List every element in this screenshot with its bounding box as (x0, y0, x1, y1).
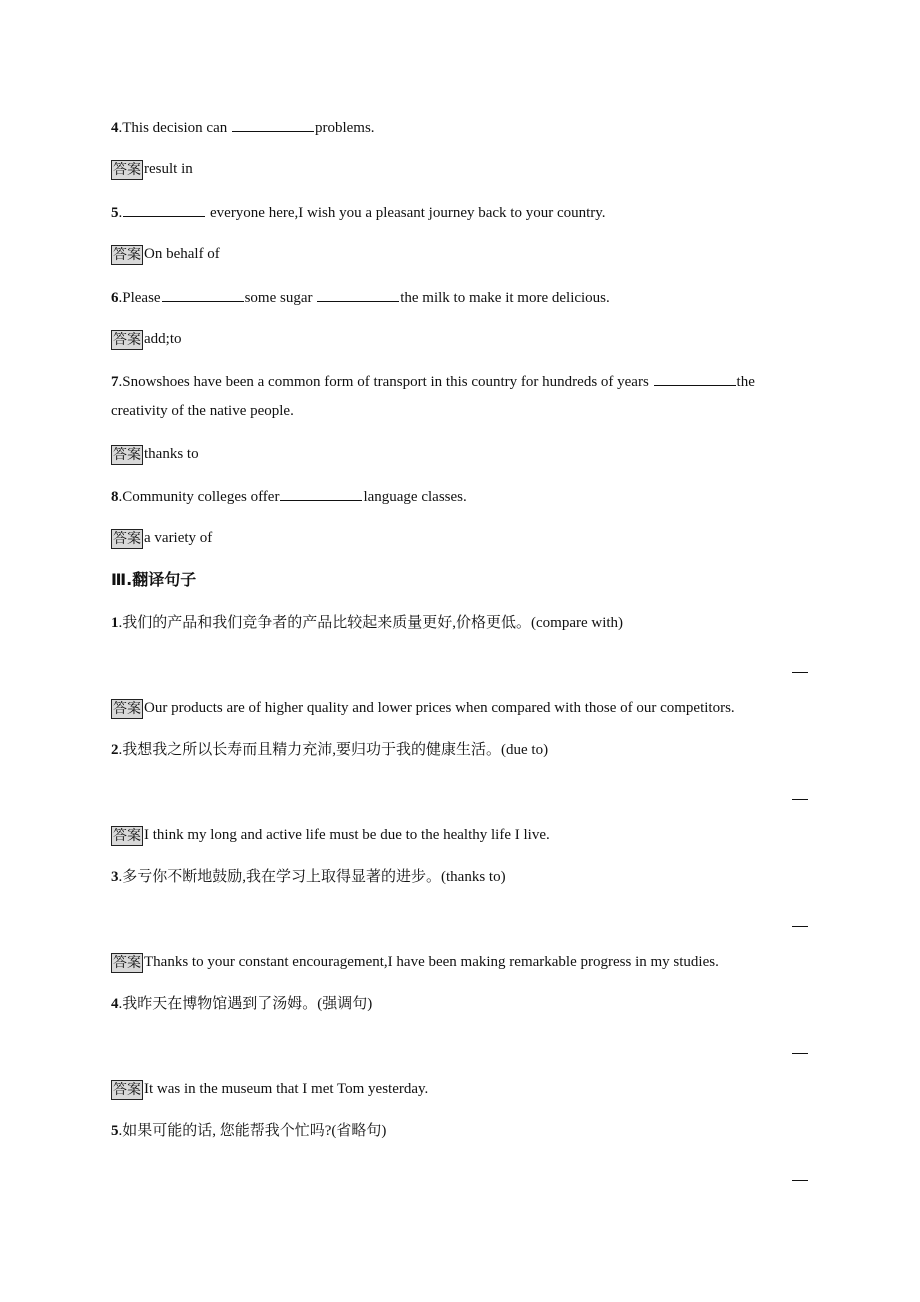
translation-question-5 (111, 1121, 386, 1141)
answer-text: Our products are of higher quality and lower prices when compared with those of our competitors. (144, 700, 735, 716)
answer-label: 答案 (113, 331, 141, 348)
question-text: .Please (118, 290, 161, 306)
question-text: .我昨天在博物馆遇到了汤姆。(强调句) (118, 996, 373, 1012)
answer-8 (111, 528, 212, 549)
answer-line[interactable] (792, 926, 808, 927)
answer-text: It was in the museum that I met Tom yesterday. (144, 1081, 429, 1097)
answer-text: On behalf of (144, 246, 220, 262)
translation-question-1 (111, 613, 623, 633)
answer-4 (111, 159, 193, 180)
answer-label: 答案 (113, 161, 141, 178)
question-text: some sugar (244, 290, 317, 306)
answer-line[interactable] (792, 1180, 808, 1181)
answer-text: a variety of (144, 530, 213, 546)
translation-question-2 (111, 740, 548, 760)
answer-line[interactable] (792, 672, 808, 673)
answer-blank[interactable] (232, 117, 314, 132)
translation-question-4 (111, 994, 372, 1014)
question-number: 7 (111, 374, 119, 390)
answer-label: 答案 (113, 446, 141, 463)
question-number: 4 (111, 996, 119, 1012)
question-text: problems. (314, 120, 375, 136)
translation-answer-1 (111, 698, 735, 719)
answer-text: add;to (144, 331, 182, 347)
translation-answer-2 (111, 825, 550, 846)
answer-label: 答案 (113, 954, 141, 971)
question-7 (111, 371, 755, 392)
answer-label: 答案 (113, 530, 141, 547)
answer-label: 答案 (113, 827, 141, 844)
translation-question-3 (111, 867, 506, 887)
answer-blank[interactable] (317, 287, 399, 302)
question-number: 2 (111, 742, 119, 758)
answer-text: Thanks to your constant encouragement,I have been making remarkable progress in my studies. (144, 954, 719, 970)
question-text: the (736, 374, 755, 390)
question-4 (111, 117, 375, 138)
answer-label: 答案 (113, 1081, 141, 1098)
question-number: 1 (111, 615, 119, 631)
question-7-continuation: creativity of the native people. (111, 403, 294, 419)
question-text: the milk to make it more delicious. (400, 290, 610, 306)
translation-answer-4 (111, 1079, 428, 1100)
question-text: .我想我之所以长寿而且精力充沛,要归功于我的健康生活。(due to) (118, 742, 549, 758)
section-title: Ⅲ.翻译句子 (111, 570, 197, 589)
answer-7 (111, 444, 199, 465)
answer-blank[interactable] (654, 371, 736, 386)
answer-blank[interactable] (123, 202, 205, 217)
answer-6 (111, 329, 182, 350)
question-number: 8 (111, 489, 119, 505)
question-text: .多亏你不断地鼓励,我在学习上取得显著的进步。(thanks to) (118, 869, 506, 885)
question-text: .我们的产品和我们竞争者的产品比较起来质量更好,价格更低。(compare with) (118, 615, 624, 631)
translation-answer-3 (111, 952, 719, 973)
answer-5 (111, 244, 220, 265)
question-text: .Snowshoes have been a common form of transport in this country for hundreds of years (118, 374, 653, 390)
question-number: 4 (111, 120, 119, 136)
question-number: 6 (111, 290, 119, 306)
question-text: . (118, 205, 123, 221)
question-text: .Community colleges offer (118, 489, 280, 505)
question-8 (111, 486, 467, 507)
answer-line[interactable] (792, 799, 808, 800)
question-text: everyone here,I wish you a pleasant journey back to your country. (206, 205, 606, 221)
answer-blank[interactable] (280, 486, 362, 501)
question-text: .如果可能的话, 您能帮我个忙吗?(省略句) (118, 1123, 387, 1139)
answer-line[interactable] (792, 1053, 808, 1054)
answer-label: 答案 (113, 700, 141, 717)
question-number: 3 (111, 869, 119, 885)
question-6 (111, 287, 610, 308)
answer-text: I think my long and active life must be due to the healthy life I live. (144, 827, 550, 843)
answer-label: 答案 (113, 246, 141, 263)
question-number: 5 (111, 205, 119, 221)
question-text: .This decision can (118, 120, 231, 136)
question-5 (111, 202, 606, 223)
question-number: 5 (111, 1123, 119, 1139)
answer-blank[interactable] (162, 287, 244, 302)
question-text: language classes. (363, 489, 467, 505)
answer-text: result in (144, 161, 193, 177)
answer-text: thanks to (144, 446, 199, 462)
